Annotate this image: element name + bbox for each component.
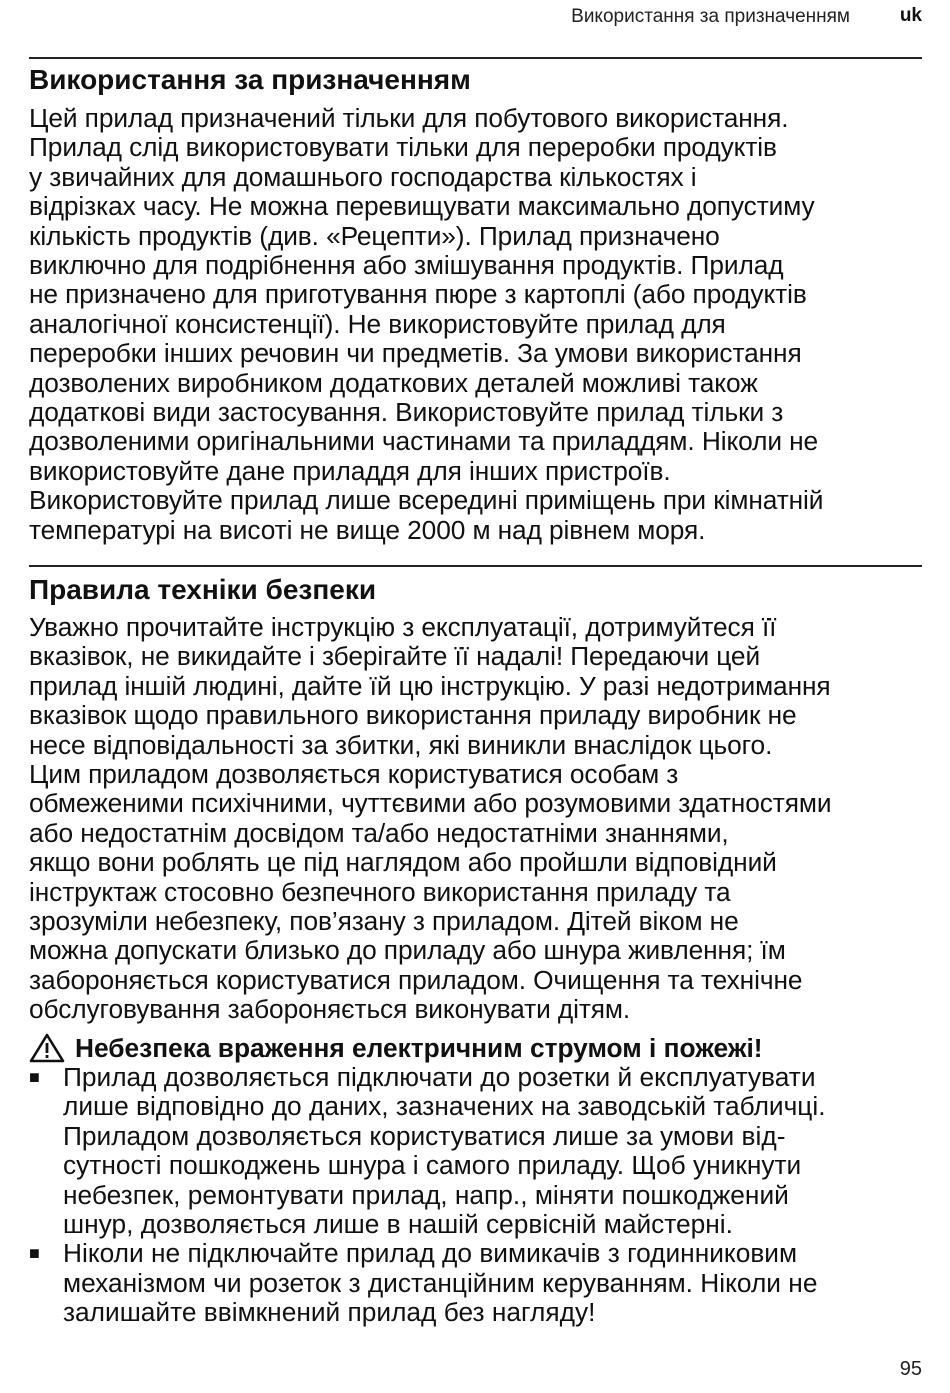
- bullet-square-icon: ■: [29, 1067, 40, 1087]
- text-line: вказівок щодо правильного використання приладу виробник не: [29, 700, 797, 731]
- section-title-safety-rules: Правила техніки безпеки: [29, 574, 377, 605]
- text-line: температурі на висоті не вище 2000 м над рівнем моря.: [29, 514, 706, 545]
- text-line: можна допускати близько до приладу або шнура живлення; їм: [29, 935, 786, 966]
- text-line: додаткові види застосування. Використовуйте прилад тільки з: [29, 397, 784, 428]
- text-line: інструктаж стосовно безпечного використання приладу та: [29, 876, 731, 907]
- bullet-text: [63, 1063, 929, 1239]
- text-line: несе відповідальності за збитки, які виникли внаслідок цього.: [29, 729, 773, 760]
- safety-bullet-list: [29, 1063, 929, 1328]
- text-line: або недостатнім досвідом та/або недостатніми знаннями,: [29, 817, 729, 848]
- text-line: дозволеними оригінальними частинами та приладдям. Ніколи не: [29, 426, 819, 457]
- text-line: використовуйте дане приладдя для інших пристроїв.: [29, 455, 671, 486]
- text-line: прилад іншій людині, дайте їй цю інструкцію. У разі недотримання: [29, 670, 831, 701]
- text-line: обслуговування забороняється виконувати дітям.: [29, 994, 631, 1025]
- bullet-square-icon: ■: [29, 1243, 40, 1264]
- text-line: дозволених виробником додаткових деталей можливі також: [29, 367, 758, 398]
- intended-use-body: [29, 104, 929, 545]
- text-line: зрозуміли небезпеку, пов’язану з приладом. Дітей віком не: [29, 906, 739, 937]
- language-code: uk: [899, 5, 922, 26]
- warning-heading-text: Небезпека враження електричним струмом і пожежі!: [75, 1033, 763, 1063]
- bullet-item: [29, 1063, 929, 1239]
- section-divider-rule: [29, 565, 922, 567]
- text-line: механізмом чи розеток з дистанційним керуванням. Ніколи не: [63, 1267, 818, 1298]
- text-line: у звичайних для домашнього господарства кількостях і: [29, 161, 697, 192]
- text-line: Цей прилад призначений тільки для побутового використання.: [29, 103, 789, 133]
- text-line: Приладом дозволяється користуватися лише за умови від-: [63, 1120, 786, 1151]
- text-line: Прилад дозволяється підключати до розетки й експлуатувати: [63, 1062, 816, 1092]
- warning-triangle-icon: [29, 1033, 65, 1063]
- text-line: вказівок, не викидайте і зберігайте її надалі! Передаючи цей: [29, 641, 761, 672]
- text-line: небезпек, ремонтувати прилад, напр., міняти пошкоджений: [63, 1179, 789, 1210]
- bullet-text: [63, 1239, 929, 1327]
- text-line: Цим приладом дозволяється користуватися особам з: [29, 759, 679, 790]
- section-title-intended-use: Використання за призначенням: [29, 64, 471, 95]
- text-line: залишайте ввімкнений прилад без нагляду!: [63, 1297, 596, 1328]
- header-rule: [29, 57, 922, 59]
- text-line: переробки інших речовин чи предметів. За умови використання: [29, 338, 802, 369]
- text-line: аналогічної консистенції). Не використовуйте прилад для: [29, 308, 726, 339]
- safety-rules-body: [29, 613, 929, 1025]
- text-line: шнур, дозволяється лише в нашій сервісній майстерні.: [63, 1209, 733, 1240]
- page-number: 95: [899, 1358, 922, 1380]
- text-line: лише відповідно до даних, зазначених на заводській табличці.: [63, 1091, 826, 1122]
- text-line: сутності пошкоджень шнура і самого приладу. Щоб уникнути: [63, 1150, 802, 1181]
- warning-heading: [29, 1033, 763, 1063]
- text-line: якщо вони роблять це під наглядом або пройшли відповідний: [29, 847, 777, 878]
- text-line: виключно для подрібнення або змішування продуктів. Прилад: [29, 250, 784, 281]
- text-line: Ніколи не підключайте прилад до вимикачів з годинниковим: [63, 1238, 798, 1269]
- bullet-item: [29, 1239, 929, 1327]
- text-line: кількість продуктів (див. «Рецепти»). Прилад призначено: [29, 220, 720, 251]
- text-line: не призначено для приготування пюре з картоплі (або продуктів: [29, 279, 807, 310]
- running-header-title: Використання за призначенням: [571, 6, 850, 27]
- text-line: забороняється користуватися приладом. Очищення та технічне: [29, 964, 803, 995]
- text-line: Прилад слід використовувати тільки для переробки продуктів: [29, 132, 777, 163]
- text-line: Уважно прочитайте інструкцію з експлуатації, дотримуйтеся її: [29, 612, 777, 642]
- text-line: відрізках часу. Не можна перевищувати максимально допустиму: [29, 191, 815, 222]
- text-line: обмеженими психічними, чуттєвими або розумовими здатностями: [29, 788, 832, 819]
- text-line: Використовуйте прилад лише всередині приміщень при кімнатній: [29, 485, 824, 516]
